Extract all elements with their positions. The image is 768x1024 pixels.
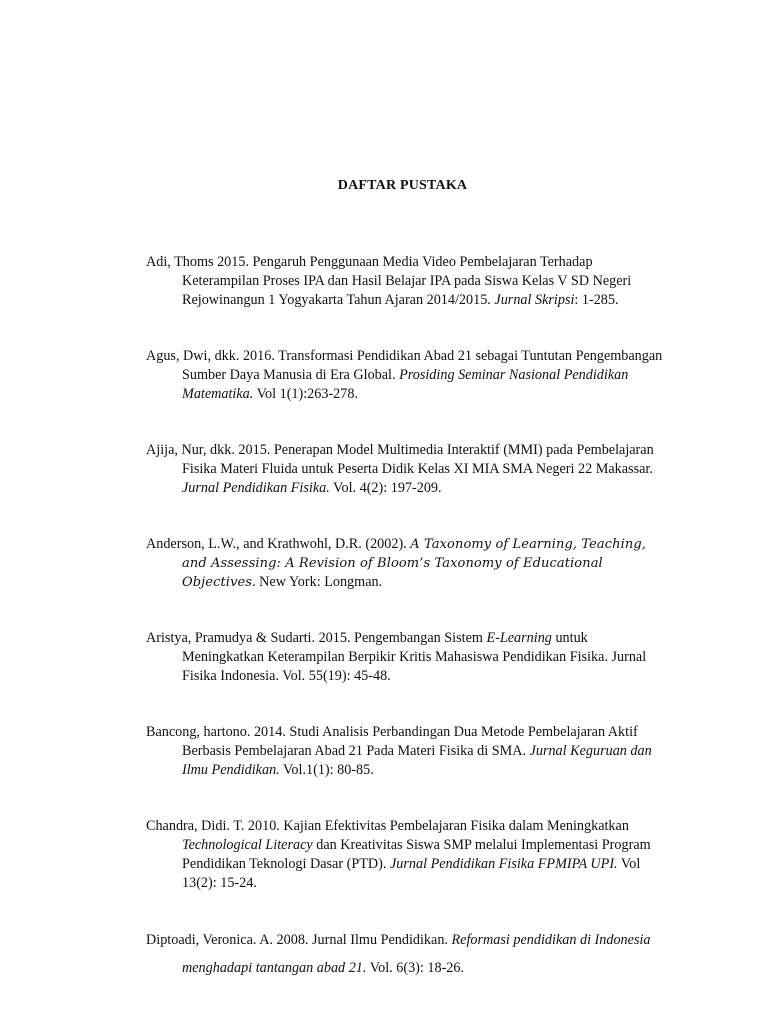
reference-text-segment: Anderson, L.W., and Krathwohl, D.R. (2002).	[146, 536, 411, 552]
reference-entry	[146, 441, 664, 498]
reference-text-segment: Vol 13(2): 15-24.	[182, 856, 641, 891]
reference-italic-segment: Prosiding Seminar Nasional Pendidikan Matematika.	[182, 367, 629, 402]
reference-text-segment: Adi, Thoms 2015. Pengaruh Penggunaan Media Video Pembelajaran Terhadap Keterampilan Proses IPA dan Hasil Belajar IPA pada Siswa Kelas V SD Negeri Rejowinangun 1 Yogyakarta Tahun Ajaran 2014/2015.	[146, 254, 632, 308]
reference-text-segment: Aristya, Pramudya & Sudarti. 2015. Pengembangan Sistem	[146, 630, 487, 646]
reference-italic-segment: Technological Literacy	[182, 837, 313, 853]
reference-text-segment: untuk Meningkatkan Keterampilan Berpikir Kritis Mahasiswa Pendidikan Fisika. Jurnal Fisika Indonesia. Vol. 55(19): 45-48.	[182, 630, 647, 684]
reference-entry	[146, 926, 664, 982]
reference-text-segment: . New York: Longman.	[252, 574, 383, 590]
reference-entry	[146, 723, 664, 780]
reference-italic-segment: Reformasi pendidikan di Indonesia menghadapi tantangan abad 21.	[182, 932, 651, 976]
reference-text-segment: Agus, Dwi, dkk. 2016. Transformasi Pendidikan Abad 21 sebagai Tuntutan Pengembangan Sumber Daya Manusia di Era Global.	[146, 348, 663, 383]
reference-entry	[146, 817, 664, 893]
reference-entry	[146, 535, 664, 592]
reference-text-segment: Ajija, Nur, dkk. 2015. Penerapan Model Multimedia Interaktif (MMI) pada Pembelajaran Fisika Materi Fluida untuk Peserta Didik Kelas XI MIA SMA Negeri 22 Makassar.	[146, 442, 654, 477]
page-title: DAFTAR PUSTAKA	[337, 178, 468, 193]
reference-text-segment: dan Kreativitas Siswa SMP melalui Implementasi Program Pendidikan Teknologi Dasar (PTD).	[182, 837, 651, 872]
reference-text-segment: : 1-285.	[574, 292, 619, 308]
reference-list	[146, 253, 664, 1019]
reference-text-segment: Vol.1(1): 80-85.	[279, 762, 374, 778]
reference-text-segment: Bancong, hartono. 2014. Studi Analisis Perbandingan Dua Metode Pembelajaran Aktif Berbasis Pembelajaran Abad 21 Pada Materi Fisika di SMA.	[146, 724, 638, 759]
reference-entry	[146, 629, 664, 686]
reference-text-segment: Vol. 6(3): 18-26.	[366, 960, 465, 976]
reference-text-segment: Vol. 4(2): 197-209.	[329, 480, 442, 496]
reference-italic-segment: Jurnal Pendidikan Fisika.	[182, 480, 330, 496]
reference-italic-segment: Jurnal Pendidikan Fisika FPMIPA UPI.	[389, 856, 618, 872]
reference-italic-segment: Jurnal Keguruan dan Ilmu Pendidikan.	[182, 743, 652, 778]
reference-italic-segment: A Taxonomy of Learning, Teaching, and Assessing: A Revision of Bloom’s Taxonomy of Educational Objectives	[182, 537, 646, 590]
reference-entry	[146, 347, 664, 404]
reference-entry	[146, 253, 664, 310]
reference-text-segment: Vol 1(1):263-278.	[253, 386, 359, 402]
reference-text-segment: Chandra, Didi. T. 2010. Kajian Efektivitas Pembelajaran Fisika dalam Meningkatkan	[146, 818, 629, 834]
reference-italic-segment: E-Learning	[486, 630, 552, 646]
reference-italic-segment: Jurnal Skripsi	[494, 292, 575, 308]
reference-text-segment: Diptoadi, Veronica. A. 2008. Jurnal Ilmu Pendidikan.	[146, 932, 452, 948]
